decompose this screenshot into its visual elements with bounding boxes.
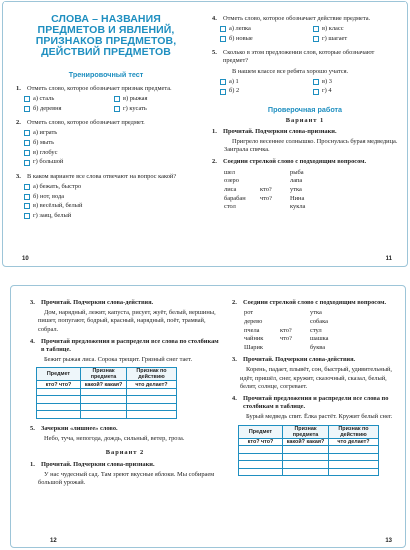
checkbox-icon[interactable] <box>24 106 30 112</box>
page-12 <box>14 288 226 546</box>
checkbox-icon[interactable] <box>114 96 120 102</box>
checkbox-icon[interactable] <box>24 150 30 156</box>
task-2: 2. Соедини стрелкой слово с подходящим вопросом. <box>232 299 387 306</box>
task-3: 3. Прочитай. Подчеркни слова-действия. <box>30 299 154 306</box>
test-subtitle: Тренировочный тест <box>68 70 144 79</box>
option[interactable]: а) сталь <box>24 95 106 103</box>
checkbox-icon[interactable] <box>24 96 30 102</box>
page-number: 11 <box>385 256 392 262</box>
option[interactable]: в) класс <box>313 25 398 33</box>
page-title: СЛОВА – НАЗВАНИЯ ПРЕДМЕТОВ И ЯВЛЕНИЙ, ПРИЗНАКОВ ПРЕДМЕТОВ, ДЕЙСТВИЙ ПРЕДМЕТОВ <box>35 13 177 58</box>
checkbox-icon[interactable] <box>24 194 30 200</box>
task-6: 1. Прочитай. Подчеркни слова-признаки. <box>30 460 155 468</box>
question-2-options <box>24 129 196 166</box>
task-6-text: У нас чудесный сад. Там зреют вкусные яблоки. Мы собираем большой урожай. <box>38 470 215 486</box>
checkbox-icon[interactable] <box>313 79 319 85</box>
words-table: Предмет Признак предмета Признак по действию кто? что? какой? какая? что делает? <box>238 425 379 477</box>
option[interactable]: г) кусать <box>114 105 196 113</box>
page-number: 13 <box>385 538 392 544</box>
checkbox-icon[interactable] <box>24 130 30 136</box>
option[interactable]: а) 1 <box>220 78 305 86</box>
match-grid: рот утка дерево собака пчела кто? стул чайник что? шашка Шарик буква <box>244 309 329 352</box>
question-2: 2. Отметь слово, которое обозначает предмет. <box>16 119 145 127</box>
task-1: 1. Прочитай. Подчеркни слова-признаки. <box>212 127 337 135</box>
option[interactable]: б) деревня <box>24 105 106 113</box>
option[interactable]: б) 2 <box>220 87 305 95</box>
question-3: 3. В каком варианте все слова отвечают на вопрос какой? <box>16 172 177 180</box>
question-5: 5. Сколько в этом предложении слов, которые обозначают предмет? <box>212 49 375 65</box>
option[interactable]: б) нот, вода <box>24 193 196 201</box>
question-5-options <box>220 78 398 96</box>
checkbox-icon[interactable] <box>220 89 226 95</box>
option[interactable]: в) весёлый, белый <box>24 202 196 210</box>
question-1: 1. Отметь слово, которое обозначает признак предмета. <box>16 85 172 92</box>
question-1-options <box>24 95 196 113</box>
task-4-text: Бежит рыжая лиса. Сорока трещит. Грязный снег тает. <box>44 356 193 364</box>
option[interactable]: а) бежать, быстро <box>24 183 196 191</box>
checkbox-icon[interactable] <box>24 213 30 219</box>
variant-heading: Вариант 2 <box>105 449 145 457</box>
checkbox-icon[interactable] <box>24 140 30 146</box>
checkbox-icon[interactable] <box>24 203 30 209</box>
page-10 <box>4 2 206 264</box>
option[interactable]: г) заяц, белый <box>24 212 196 220</box>
task-3-text: Корень, падает, плывёт, сон, быстрый, удивительный, идёт, пришёл, снег, кружит, сказочный, сказал, белый, белит, солнце, согревает. <box>240 366 393 390</box>
match-grid: шел рыба озеро лапа лиса кто? утка барабан что? Нина стол кукла <box>224 168 306 211</box>
question-5-sentence: В нашем классе все ребята хорошо учатся. <box>232 67 349 75</box>
question-4-options <box>220 25 398 43</box>
task-3-text: Дом, нарядный, лежит, капуста, рисует, жуёт, белый, вершины, пишет, попугают, бодрый, красный, нарядный, поёт, трамвай, собрал. <box>38 309 216 333</box>
task-4: 4. Прочитай предложения и распредели все слова по столбикам в таблице. <box>232 395 389 411</box>
option[interactable]: в) рыжая <box>114 95 196 103</box>
page-number: 10 <box>22 256 29 262</box>
task-4-text: Бурый медведь спит. Ёлка растёт. Кружит белый снег. <box>246 413 393 421</box>
option[interactable]: в) глобус <box>24 149 196 157</box>
variant-heading: Вариант 1 <box>285 116 325 124</box>
option[interactable]: г) большой <box>24 158 196 166</box>
option[interactable]: б) новые <box>220 35 305 43</box>
words-table: Предмет Признак предмета Признак по действию кто? что? какой? какая? что делает? <box>36 367 177 419</box>
option[interactable]: а) лепка <box>220 25 305 33</box>
page-11 <box>206 2 406 264</box>
option[interactable]: г) 4 <box>313 87 398 95</box>
checkbox-icon[interactable] <box>313 26 319 32</box>
checkbox-icon[interactable] <box>220 36 226 42</box>
page-13 <box>226 288 404 546</box>
task-5: 5. Зачеркни «лишнее» слово. <box>30 424 118 432</box>
section-title: Проверочная работа <box>267 104 343 114</box>
task-4: 4. Прочитай предложения и распредели все слова по столбикам в таблице. <box>30 337 219 354</box>
checkbox-icon[interactable] <box>313 89 319 95</box>
checkbox-icon[interactable] <box>24 184 30 190</box>
question-3-options <box>24 183 196 220</box>
checkbox-icon[interactable] <box>220 26 226 32</box>
page-number: 12 <box>50 538 57 544</box>
task-3: 3. Прочитай. Подчеркни слова-действия. <box>232 356 356 364</box>
checkbox-icon[interactable] <box>313 36 319 42</box>
option[interactable]: а) играть <box>24 129 196 137</box>
question-4: 4. Отметь слово, которое обозначает действие предмета. <box>212 15 371 22</box>
option[interactable]: г) шагает <box>313 35 398 43</box>
checkbox-icon[interactable] <box>220 79 226 85</box>
option[interactable]: в) 3 <box>313 78 398 86</box>
task-5-text: Небо, туча, непогода, дождь, сильный, ветер, гроза. <box>44 435 185 443</box>
task-1-text: Пригрело весеннее солнышко. Проснулась бурая медведица. Заиграла спячка. <box>224 138 398 154</box>
option[interactable]: б) мыть <box>24 139 196 147</box>
checkbox-icon[interactable] <box>24 160 30 166</box>
checkbox-icon[interactable] <box>114 106 120 112</box>
task-2: 2. Соедини стрелкой слово с подходящим вопросом. <box>212 158 367 166</box>
